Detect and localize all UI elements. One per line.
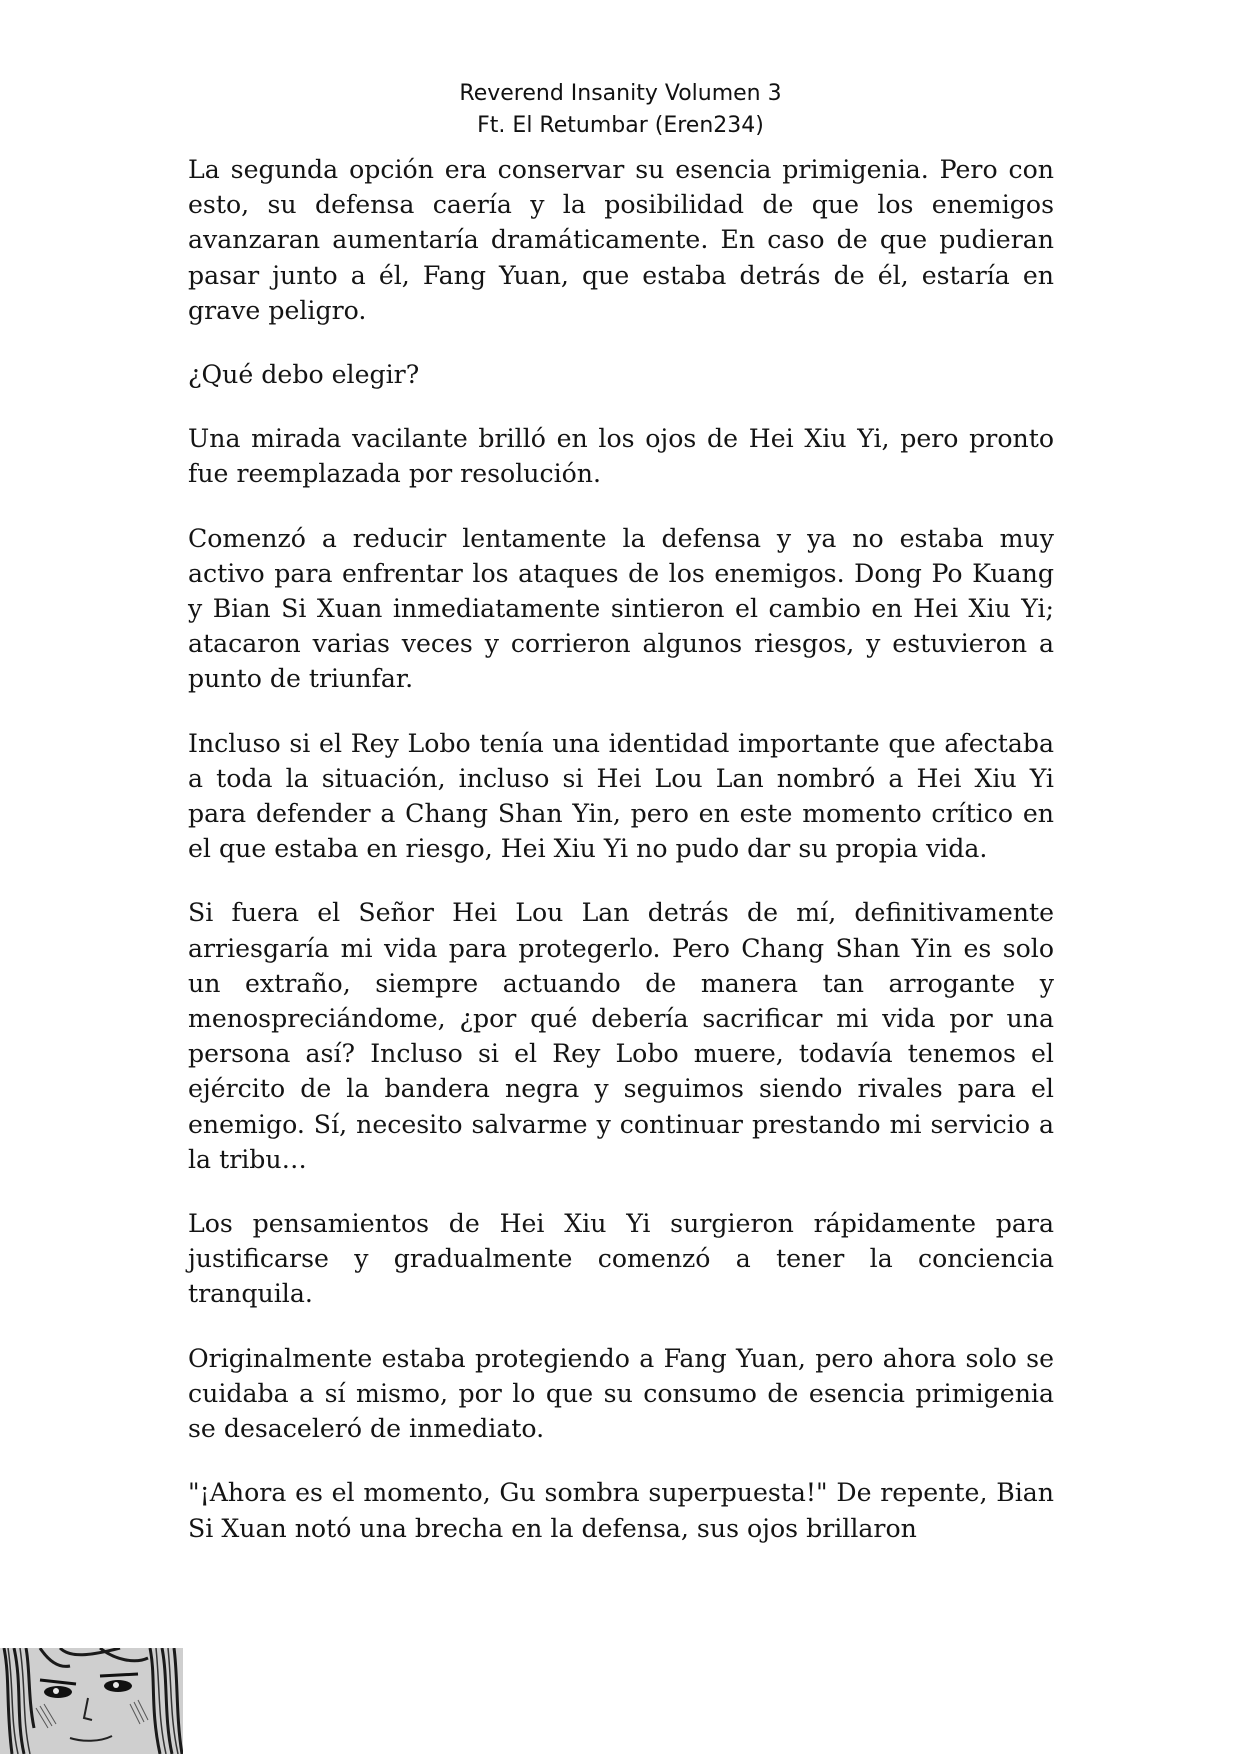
paragraph: Una mirada vacilante brilló en los ojos de Hei Xiu Yi, pero pronto fue reemplazada por resolución. bbox=[188, 424, 1054, 489]
paragraph: ¿Qué debo elegir? bbox=[188, 360, 420, 390]
paragraph: Comenzó a reducir lentamente la defensa y ya no estaba muy activo para enfrentar los ataques de los enemigos. Dong Po Kuang y Bian Si Xuan inmediatamente sintieron el cambio en Hei Xiu Yi; atacaron varias veces y corrieron algunos riesgos, y estuvieron a punto de triunfar. bbox=[188, 523, 1054, 694]
manga-face-image bbox=[0, 1648, 183, 1754]
paragraph: Incluso si el Rey Lobo tenía una identidad importante que afectaba a toda la situación, incluso si Hei Lou Lan nombró a Hei Xiu Yi para defender a Chang Shan Yin, pero en este momento crítico en el que estaba en riesgo, Hei Xiu Yi no pudo dar su propia vida. bbox=[188, 728, 1054, 864]
paragraph: Los pensamientos de Hei Xiu Yi surgieron rápidamente para justificarse y gradualmente comenzó a tener la conciencia tranquila. bbox=[188, 1209, 1054, 1309]
corner-illustration bbox=[0, 1648, 183, 1754]
document-body bbox=[188, 152, 1054, 1546]
header-credit: Ft. El Retumbar (Eren234) bbox=[477, 113, 764, 138]
header-title: Reverend Insanity Volumen 3 bbox=[459, 81, 782, 106]
paragraph: Si fuera el Señor Hei Lou Lan detrás de mí, definitivamente arriesgaría mi vida para protegerlo. Pero Chang Shan Yin es solo un extraño, siempre actuando de manera tan arrogante y menospreciándome, ¿por qué debería sacrificar mi vida por una persona así? Incluso si el Rey Lobo muere, todavía tenemos el ejército de la bandera negra y seguimos siendo rivales para el enemigo. Sí, necesito salvarme y continuar prestando mi servicio a la tribu… bbox=[188, 898, 1054, 1174]
paragraph: "¡Ahora es el momento, Gu sombra superpuesta!" De repente, Bian Si Xuan notó una brecha en la defensa, sus ojos brillaron bbox=[188, 1478, 1054, 1543]
paragraph: Originalmente estaba protegiendo a Fang Yuan, pero ahora solo se cuidaba a sí mismo, por lo que su consumo de esencia primigenia se desaceleró de inmediato. bbox=[188, 1343, 1054, 1444]
paragraph: La segunda opción era conservar su esencia primigenia. Pero con esto, su defensa caería y la posibilidad de que los enemigos avanzaran aumentaría dramáticamente. En caso de que pudieran pasar junto a él, Fang Yuan, que estaba detrás de él, estaría en grave peligro. bbox=[188, 155, 1054, 325]
page-header bbox=[0, 78, 1241, 142]
